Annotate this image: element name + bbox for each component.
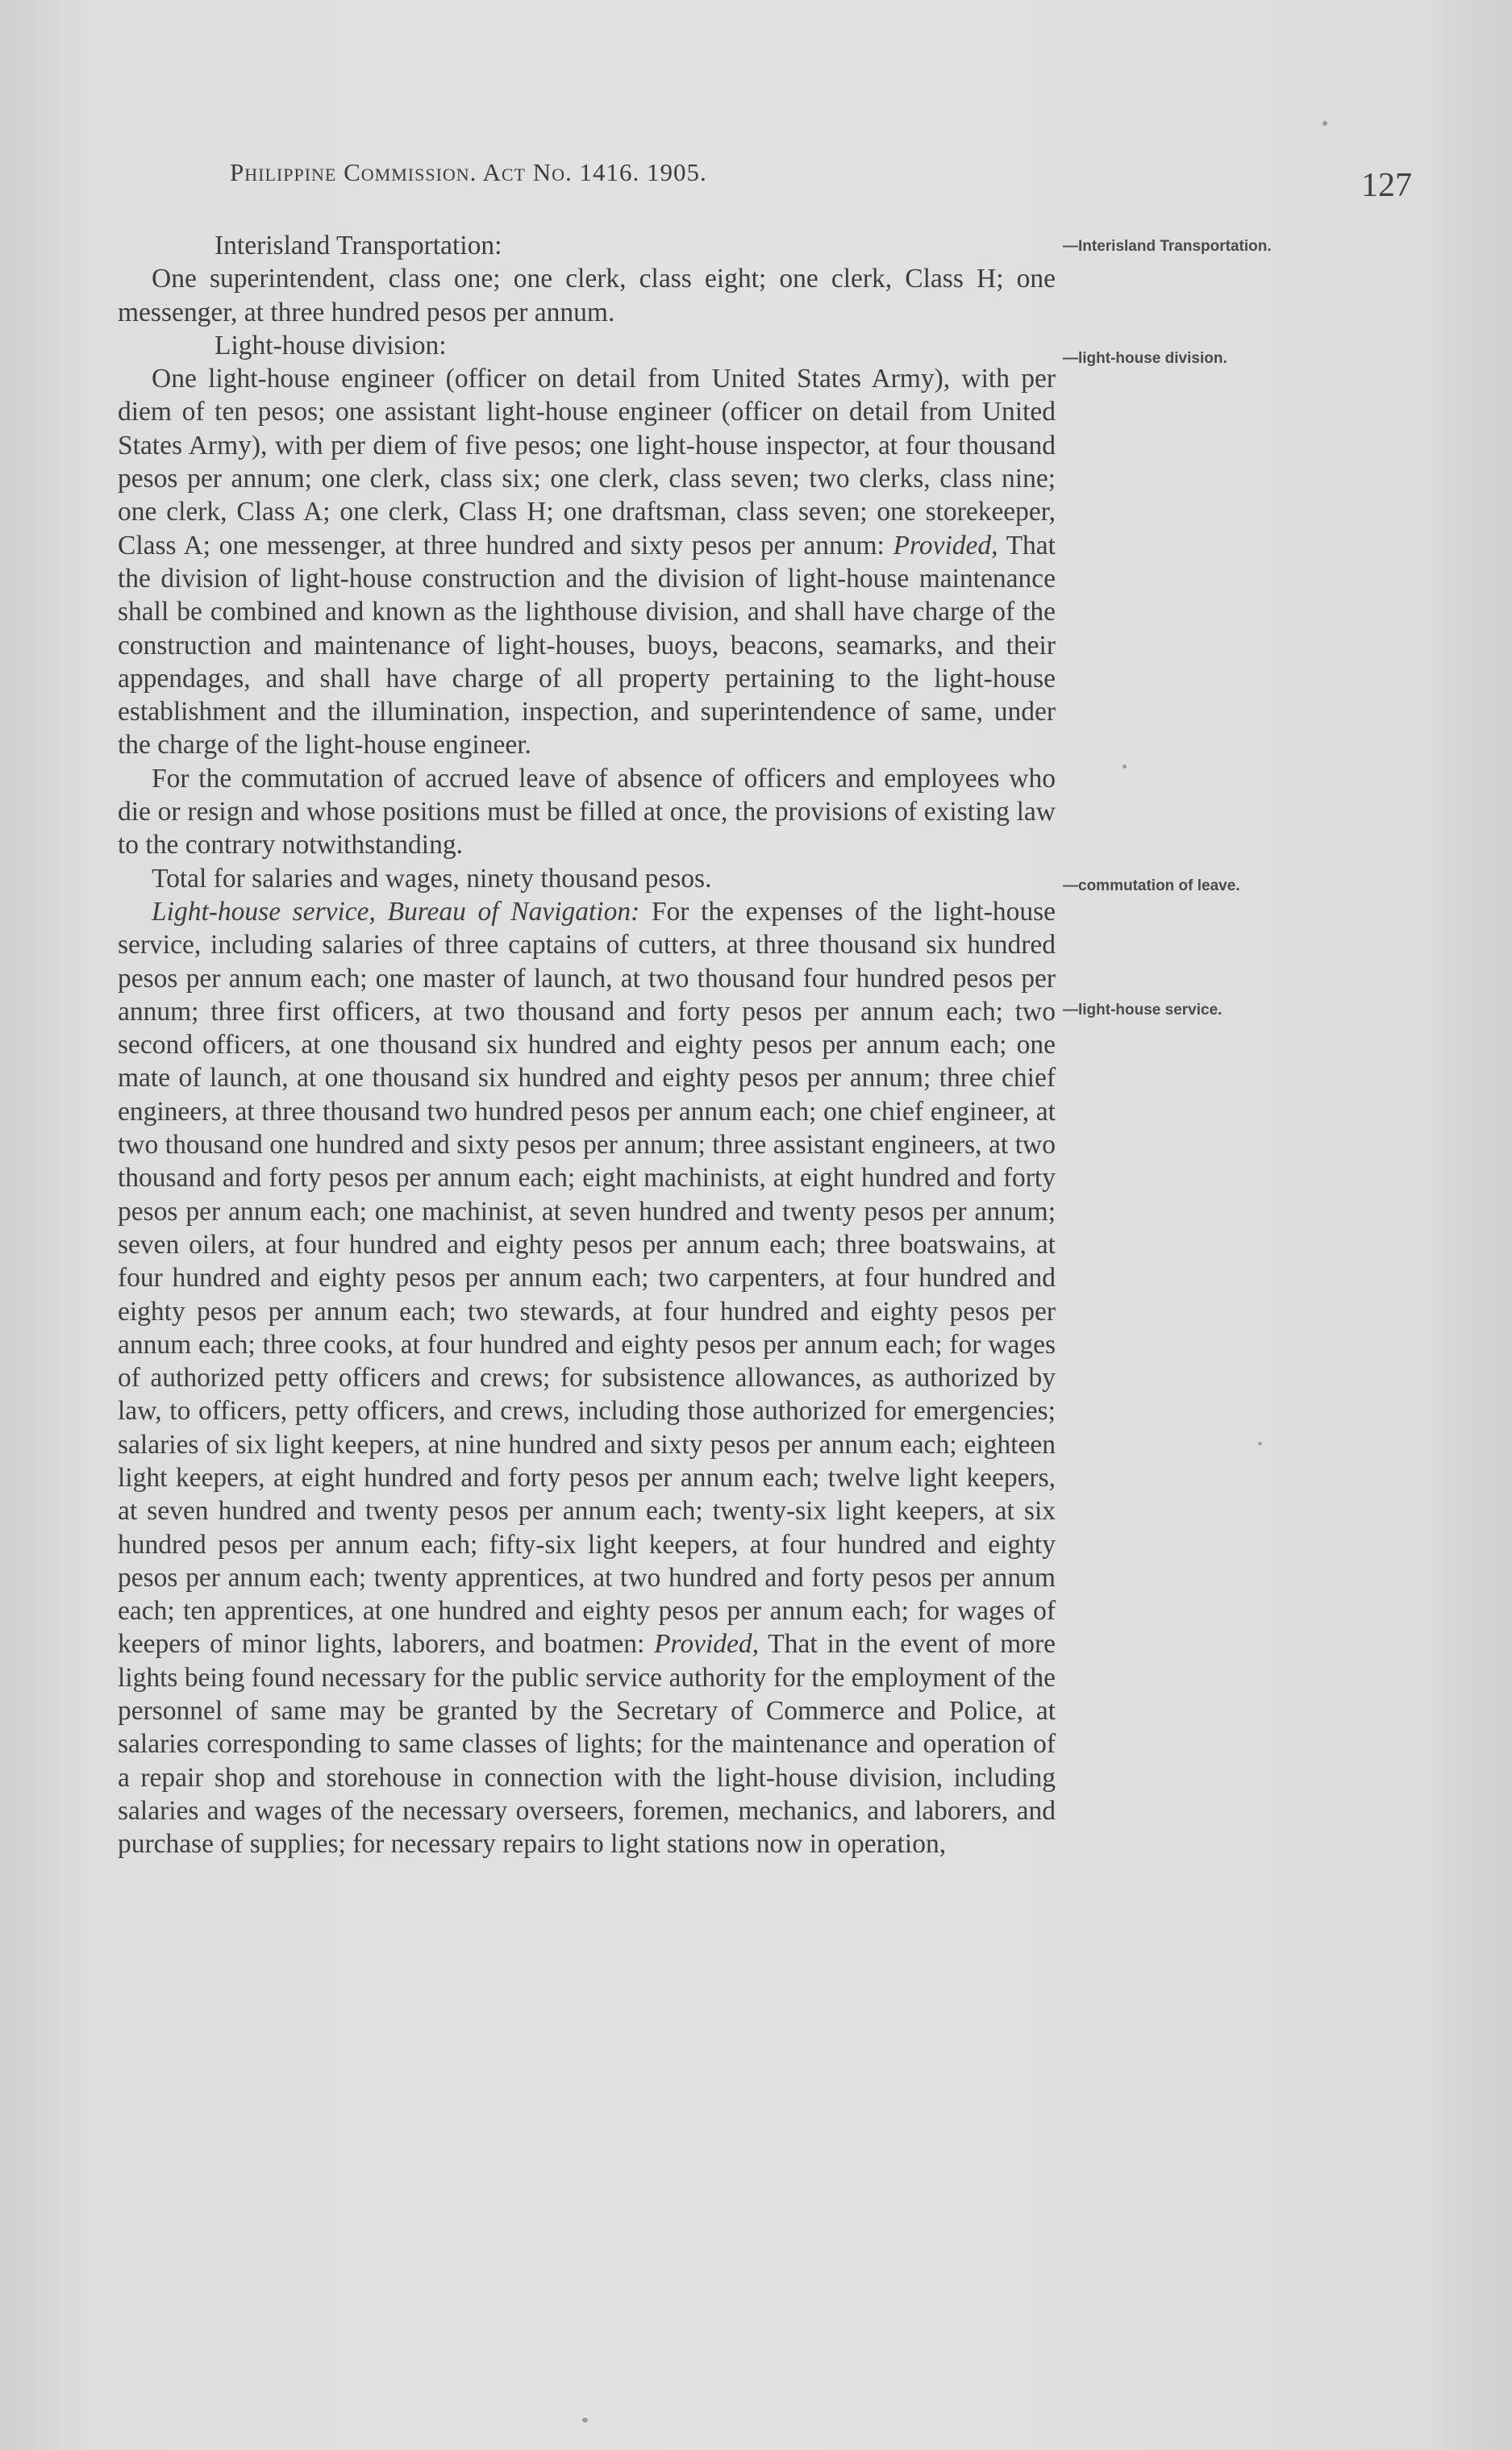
paper-speck (1322, 121, 1327, 126)
lighthouse-text-a: One light-house engineer (officer on detail from United States Army), with per diem of ten pesos; one assistant light-house engineer (officer on detail from United States Army), with per diem of five pesos; one light-house inspector, at four thousand pesos per annum; one clerk, class six; one clerk, class seven; two clerks, class nine; one clerk, Class A; one clerk, Class H; one draftsman, class seven; one storekeeper, Class A; one messenger, at three hundred and sixty pesos per annum: (118, 364, 1056, 560)
margin-note-lighthouse-service: —light-house service. (1063, 1002, 1223, 1019)
margin-note-interisland: —Interisland Transportation. (1063, 238, 1272, 255)
margin-note-commutation: —commutation of leave. (1063, 877, 1240, 894)
running-head: Philippine Commission. Act No. 1416. 1905. (230, 158, 707, 186)
lighthouse-text-b: That the division of light-house construction and the division of light-house maintenance shall be combined and known as the lighthouse division, and shall have charge of the construction and maintenance of light-houses, buoys, beacons, seamarks, and their appendages, and shall have charge of all property pertaining to the light-house establishment and the illumination, inspection, and superintendence of same, under the charge of the light-house engineer. (118, 530, 1056, 760)
service-text-b: That in the event of more lights being found necessary for the public service authority for the employment of the personnel of same may be granted by the Secretary of Commerce and Police, at salaries corresponding to same classes of lights; for the maintenance and operation of a repair shop and storehouse in connection with the light-house division, including salaries and wages of the necessary overseers, foremen, mechanics, and laborers, and purchase of supplies; for necessary repairs to light stations now in operation, (118, 1629, 1056, 1860)
heading-lighthouse-division: Light-house division: (215, 330, 447, 360)
paragraph-total: Total for salaries and wages, ninety thousand pesos. (152, 863, 712, 894)
page-number: 127 (1361, 167, 1412, 204)
heading-interisland: Interisland Transportation: (215, 231, 502, 260)
paragraph-lighthouse-division (118, 362, 1056, 762)
paragraph-lighthouse-service (118, 895, 1056, 1861)
paper-speck (1123, 765, 1127, 769)
paragraph-interisland: One superintendent, class one; one clerk, class eight; one clerk, Class H; one messenger, at three hundred pesos per annum. (118, 264, 1056, 327)
margin-note-lighthouse-division: —light-house division. (1063, 350, 1227, 367)
lighthouse-proviso: Provided, (893, 530, 998, 560)
service-proviso: Provided, (654, 1629, 760, 1660)
paper-speck (1258, 1442, 1262, 1445)
body-text (118, 229, 1056, 1861)
paragraph-commutation: For the commutation of accrued leave of absence of officers and employees who die or resign and whose positions must be filled at once, the provisions of existing law to the contrary notwithstanding. (118, 763, 1056, 860)
paper-speck (582, 2418, 588, 2423)
service-text-a: For the expenses of the light-house service, including salaries of three captains of cutters, at three thousand six hundred pesos per annum each; one master of launch, at two thousand four hundred pesos per annum; three first officers, at two thousand and forty pesos per annum each; two second officers, at one thousand six hundred and eighty pesos per annum each; one mate of launch, at one thousand six hundred and eighty pesos per annum; three chief engineers, at three thousand two hundred pesos per annum each; one chief engineer, at two thousand one hundred and sixty pesos per annum; three assistant engineers, at two thousand and forty pesos per annum each; eight machinists, at eight hundred and forty pesos per annum each; one machinist, at seven hundred and twenty pesos per annum; seven oilers, at four hundred and eighty pesos per annum each; three boatswains, at four hundred and eighty pesos per annum each; two carpenters, at four hundred and eighty pesos per annum each; two stewards, at four hundred and eighty pesos per annum each; three cooks, at four hundred and eighty pesos per annum each; for wages of authorized petty officers and crews; for subsistence allowances, as authorized by law, to officers, petty officers, and crews, including those authorized for emergencies; salaries of six light keepers, at nine hundred and sixty pesos per annum each; eighteen light keepers, at eight hundred and forty pesos per annum each; twelve light keepers, at seven hundred and twenty pesos per annum each; twenty-six light keepers, at six hundred pesos per annum each; fifty-six light keepers, at four hundred and eighty pesos per annum each; twenty apprentices, at two hundred and forty pesos per annum each; ten apprentices, at one hundred and eighty pesos per annum each; for wages of keepers of minor lights, laborers, and boatmen: (118, 896, 1056, 1660)
service-heading: Light-house service, Bureau of Navigation: (152, 896, 640, 927)
